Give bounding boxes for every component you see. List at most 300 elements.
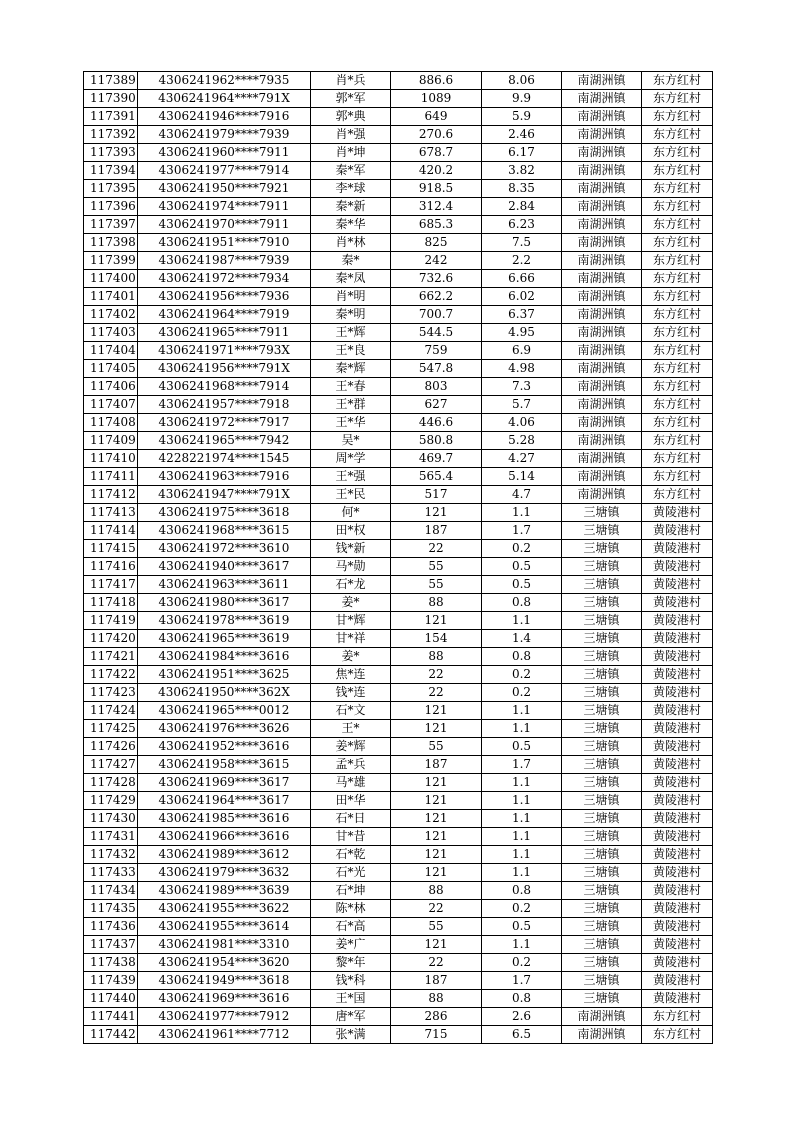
record-id-cell: 117400 <box>84 270 138 288</box>
village-cell: 东方红村 <box>642 252 713 270</box>
name-cell: 石*坤 <box>311 882 391 900</box>
town-cell: 南湖洲镇 <box>562 360 642 378</box>
name-cell: 马*勋 <box>311 558 391 576</box>
id-number-cell: 4306241951****7910 <box>138 234 311 252</box>
amount-cell: 55 <box>391 918 482 936</box>
amount-cell: 918.5 <box>391 180 482 198</box>
amount-cell: 547.8 <box>391 360 482 378</box>
record-id-cell: 117404 <box>84 342 138 360</box>
village-cell: 东方红村 <box>642 90 713 108</box>
name-cell: 王*华 <box>311 414 391 432</box>
village-cell: 东方红村 <box>642 234 713 252</box>
amount-cell: 886.6 <box>391 72 482 90</box>
id-number-cell: 4306241968****7914 <box>138 378 311 396</box>
record-id-cell: 117416 <box>84 558 138 576</box>
name-cell: 石*日 <box>311 810 391 828</box>
record-id-cell: 117436 <box>84 918 138 936</box>
id-number-cell: 4306241972****3610 <box>138 540 311 558</box>
village-cell: 黄陵港村 <box>642 828 713 846</box>
record-id-cell: 117433 <box>84 864 138 882</box>
amount-cell: 825 <box>391 234 482 252</box>
record-id-cell: 117403 <box>84 324 138 342</box>
record-id-cell: 117402 <box>84 306 138 324</box>
table-row <box>84 324 713 342</box>
record-id-cell: 117440 <box>84 990 138 1008</box>
village-cell: 黄陵港村 <box>642 522 713 540</box>
id-number-cell: 4306241965****7911 <box>138 324 311 342</box>
name-cell: 周*学 <box>311 450 391 468</box>
amount-cell: 22 <box>391 540 482 558</box>
name-cell: 秦* <box>311 252 391 270</box>
amount-cell: 286 <box>391 1008 482 1026</box>
table-row <box>84 90 713 108</box>
area-cell: 4.06 <box>482 414 562 432</box>
record-id-cell: 117397 <box>84 216 138 234</box>
table-row <box>84 270 713 288</box>
name-cell: 秦*新 <box>311 198 391 216</box>
table-row <box>84 468 713 486</box>
town-cell: 三塘镇 <box>562 648 642 666</box>
name-cell: 石*龙 <box>311 576 391 594</box>
record-id-cell: 117417 <box>84 576 138 594</box>
id-number-cell: 4306241965****0012 <box>138 702 311 720</box>
table-row <box>84 756 713 774</box>
name-cell: 王* <box>311 720 391 738</box>
village-cell: 黄陵港村 <box>642 684 713 702</box>
name-cell: 姜*广 <box>311 936 391 954</box>
name-cell: 王*国 <box>311 990 391 1008</box>
table-row <box>84 990 713 1008</box>
name-cell: 肖*坤 <box>311 144 391 162</box>
name-cell: 马*雄 <box>311 774 391 792</box>
name-cell: 石*光 <box>311 864 391 882</box>
table-row <box>84 486 713 504</box>
record-id-cell: 117412 <box>84 486 138 504</box>
amount-cell: 627 <box>391 396 482 414</box>
id-number-cell: 4306241957****7918 <box>138 396 311 414</box>
town-cell: 南湖洲镇 <box>562 126 642 144</box>
table-row <box>84 540 713 558</box>
town-cell: 南湖洲镇 <box>562 198 642 216</box>
village-cell: 黄陵港村 <box>642 756 713 774</box>
area-cell: 0.2 <box>482 954 562 972</box>
record-id-cell: 117425 <box>84 720 138 738</box>
amount-cell: 580.8 <box>391 432 482 450</box>
table-row <box>84 108 713 126</box>
id-number-cell: 4306241989****3639 <box>138 882 311 900</box>
town-cell: 南湖洲镇 <box>562 450 642 468</box>
town-cell: 三塘镇 <box>562 810 642 828</box>
table-row <box>84 1008 713 1026</box>
town-cell: 三塘镇 <box>562 522 642 540</box>
village-cell: 黄陵港村 <box>642 630 713 648</box>
record-id-cell: 117391 <box>84 108 138 126</box>
record-id-cell: 117438 <box>84 954 138 972</box>
area-cell: 6.9 <box>482 342 562 360</box>
town-cell: 三塘镇 <box>562 558 642 576</box>
table-row <box>84 252 713 270</box>
amount-cell: 88 <box>391 594 482 612</box>
record-id-cell: 117432 <box>84 846 138 864</box>
record-id-cell: 117423 <box>84 684 138 702</box>
table-row <box>84 594 713 612</box>
id-number-cell: 4306241968****3615 <box>138 522 311 540</box>
table-row <box>84 216 713 234</box>
id-number-cell: 4306241984****3616 <box>138 648 311 666</box>
amount-cell: 700.7 <box>391 306 482 324</box>
village-cell: 黄陵港村 <box>642 954 713 972</box>
id-number-cell: 4306241950****362X <box>138 684 311 702</box>
area-cell: 4.27 <box>482 450 562 468</box>
area-cell: 1.1 <box>482 828 562 846</box>
town-cell: 三塘镇 <box>562 594 642 612</box>
record-id-cell: 117428 <box>84 774 138 792</box>
village-cell: 黄陵港村 <box>642 864 713 882</box>
area-cell: 0.2 <box>482 666 562 684</box>
table-row <box>84 558 713 576</box>
record-id-cell: 117437 <box>84 936 138 954</box>
record-id-cell: 117442 <box>84 1026 138 1044</box>
id-number-cell: 4306241985****3616 <box>138 810 311 828</box>
amount-cell: 242 <box>391 252 482 270</box>
amount-cell: 121 <box>391 774 482 792</box>
town-cell: 南湖洲镇 <box>562 90 642 108</box>
town-cell: 三塘镇 <box>562 864 642 882</box>
name-cell: 姜* <box>311 648 391 666</box>
id-number-cell: 4306241964****3617 <box>138 792 311 810</box>
amount-cell: 270.6 <box>391 126 482 144</box>
record-id-cell: 117392 <box>84 126 138 144</box>
area-cell: 1.1 <box>482 936 562 954</box>
record-id-cell: 117390 <box>84 90 138 108</box>
name-cell: 石*文 <box>311 702 391 720</box>
id-number-cell: 4306241976****3626 <box>138 720 311 738</box>
area-cell: 5.14 <box>482 468 562 486</box>
village-cell: 东方红村 <box>642 342 713 360</box>
town-cell: 南湖洲镇 <box>562 234 642 252</box>
record-id-cell: 117409 <box>84 432 138 450</box>
name-cell: 唐*军 <box>311 1008 391 1026</box>
area-cell: 8.35 <box>482 180 562 198</box>
village-cell: 东方红村 <box>642 396 713 414</box>
amount-cell: 55 <box>391 558 482 576</box>
table-row <box>84 738 713 756</box>
id-number-cell: 4306241972****7917 <box>138 414 311 432</box>
village-cell: 黄陵港村 <box>642 936 713 954</box>
record-id-cell: 117430 <box>84 810 138 828</box>
id-number-cell: 4306241969****3617 <box>138 774 311 792</box>
name-cell: 吴* <box>311 432 391 450</box>
amount-cell: 121 <box>391 846 482 864</box>
town-cell: 三塘镇 <box>562 738 642 756</box>
record-id-cell: 117407 <box>84 396 138 414</box>
town-cell: 南湖洲镇 <box>562 414 642 432</box>
area-cell: 1.1 <box>482 846 562 864</box>
village-cell: 黄陵港村 <box>642 648 713 666</box>
town-cell: 南湖洲镇 <box>562 288 642 306</box>
record-id-cell: 117413 <box>84 504 138 522</box>
village-cell: 东方红村 <box>642 486 713 504</box>
village-cell: 黄陵港村 <box>642 918 713 936</box>
amount-cell: 732.6 <box>391 270 482 288</box>
id-number-cell: 4306241950****7921 <box>138 180 311 198</box>
area-cell: 1.1 <box>482 864 562 882</box>
id-number-cell: 4306241964****7919 <box>138 306 311 324</box>
record-id-cell: 117421 <box>84 648 138 666</box>
amount-cell: 121 <box>391 828 482 846</box>
name-cell: 秦*凤 <box>311 270 391 288</box>
town-cell: 三塘镇 <box>562 702 642 720</box>
id-number-cell: 4306241962****7935 <box>138 72 311 90</box>
village-cell: 黄陵港村 <box>642 540 713 558</box>
id-number-cell: 4306241970****7911 <box>138 216 311 234</box>
village-cell: 东方红村 <box>642 198 713 216</box>
name-cell: 钱*连 <box>311 684 391 702</box>
amount-cell: 121 <box>391 936 482 954</box>
village-cell: 黄陵港村 <box>642 558 713 576</box>
amount-cell: 22 <box>391 666 482 684</box>
table-row <box>84 396 713 414</box>
name-cell: 何* <box>311 504 391 522</box>
amount-cell: 715 <box>391 1026 482 1044</box>
village-cell: 东方红村 <box>642 378 713 396</box>
id-number-cell: 4306241969****3616 <box>138 990 311 1008</box>
village-cell: 黄陵港村 <box>642 612 713 630</box>
area-cell: 5.28 <box>482 432 562 450</box>
name-cell: 肖*强 <box>311 126 391 144</box>
town-cell: 南湖洲镇 <box>562 378 642 396</box>
village-cell: 东方红村 <box>642 144 713 162</box>
name-cell: 姜*辉 <box>311 738 391 756</box>
town-cell: 南湖洲镇 <box>562 72 642 90</box>
table-row <box>84 504 713 522</box>
record-id-cell: 117427 <box>84 756 138 774</box>
amount-cell: 420.2 <box>391 162 482 180</box>
table-row <box>84 684 713 702</box>
name-cell: 秦*辉 <box>311 360 391 378</box>
record-id-cell: 117411 <box>84 468 138 486</box>
town-cell: 南湖洲镇 <box>562 468 642 486</box>
table-row <box>84 828 713 846</box>
area-cell: 4.95 <box>482 324 562 342</box>
name-cell: 郭*军 <box>311 90 391 108</box>
name-cell: 焦*连 <box>311 666 391 684</box>
id-number-cell: 4306241972****7934 <box>138 270 311 288</box>
table-row <box>84 810 713 828</box>
table-row <box>84 918 713 936</box>
village-cell: 黄陵港村 <box>642 594 713 612</box>
table-row <box>84 774 713 792</box>
id-number-cell: 4306241964****791X <box>138 90 311 108</box>
table-row <box>84 900 713 918</box>
name-cell: 甘*昔 <box>311 828 391 846</box>
table-row <box>84 360 713 378</box>
amount-cell: 187 <box>391 972 482 990</box>
table-row <box>84 936 713 954</box>
town-cell: 三塘镇 <box>562 612 642 630</box>
village-cell: 东方红村 <box>642 306 713 324</box>
village-cell: 黄陵港村 <box>642 666 713 684</box>
amount-cell: 565.4 <box>391 468 482 486</box>
record-id-cell: 117415 <box>84 540 138 558</box>
record-id-cell: 117395 <box>84 180 138 198</box>
area-cell: 6.17 <box>482 144 562 162</box>
table-row <box>84 630 713 648</box>
amount-cell: 121 <box>391 720 482 738</box>
town-cell: 三塘镇 <box>562 882 642 900</box>
amount-cell: 759 <box>391 342 482 360</box>
village-cell: 黄陵港村 <box>642 810 713 828</box>
id-number-cell: 4306241963****3611 <box>138 576 311 594</box>
area-cell: 1.1 <box>482 792 562 810</box>
table-row <box>84 954 713 972</box>
village-cell: 黄陵港村 <box>642 738 713 756</box>
town-cell: 南湖洲镇 <box>562 216 642 234</box>
town-cell: 南湖洲镇 <box>562 306 642 324</box>
name-cell: 王*群 <box>311 396 391 414</box>
name-cell: 张*满 <box>311 1026 391 1044</box>
village-cell: 东方红村 <box>642 468 713 486</box>
table-row <box>84 846 713 864</box>
table-row <box>84 180 713 198</box>
table-row <box>84 864 713 882</box>
record-id-cell: 117394 <box>84 162 138 180</box>
id-number-cell: 4306241951****3625 <box>138 666 311 684</box>
village-cell: 东方红村 <box>642 1008 713 1026</box>
town-cell: 南湖洲镇 <box>562 396 642 414</box>
village-cell: 黄陵港村 <box>642 774 713 792</box>
record-id-cell: 117420 <box>84 630 138 648</box>
town-cell: 三塘镇 <box>562 828 642 846</box>
id-number-cell: 4306241956****791X <box>138 360 311 378</box>
table-row <box>84 648 713 666</box>
id-number-cell: 4306241956****7936 <box>138 288 311 306</box>
town-cell: 南湖洲镇 <box>562 252 642 270</box>
area-cell: 1.1 <box>482 504 562 522</box>
area-cell: 3.82 <box>482 162 562 180</box>
area-cell: 1.7 <box>482 756 562 774</box>
table-row <box>84 144 713 162</box>
name-cell: 王*民 <box>311 486 391 504</box>
id-number-cell: 4306241980****3617 <box>138 594 311 612</box>
town-cell: 三塘镇 <box>562 846 642 864</box>
town-cell: 三塘镇 <box>562 666 642 684</box>
town-cell: 南湖洲镇 <box>562 324 642 342</box>
record-id-cell: 117439 <box>84 972 138 990</box>
town-cell: 三塘镇 <box>562 576 642 594</box>
area-cell: 6.5 <box>482 1026 562 1044</box>
village-cell: 东方红村 <box>642 270 713 288</box>
record-id-cell: 117410 <box>84 450 138 468</box>
record-id-cell: 117401 <box>84 288 138 306</box>
area-cell: 4.7 <box>482 486 562 504</box>
amount-cell: 187 <box>391 756 482 774</box>
amount-cell: 121 <box>391 612 482 630</box>
record-id-cell: 117429 <box>84 792 138 810</box>
area-cell: 0.8 <box>482 882 562 900</box>
id-number-cell: 4306241966****3616 <box>138 828 311 846</box>
area-cell: 5.7 <box>482 396 562 414</box>
town-cell: 三塘镇 <box>562 792 642 810</box>
record-id-cell: 117408 <box>84 414 138 432</box>
id-number-cell: 4306241978****3619 <box>138 612 311 630</box>
id-number-cell: 4306241975****3618 <box>138 504 311 522</box>
village-cell: 黄陵港村 <box>642 792 713 810</box>
table-row <box>84 234 713 252</box>
id-number-cell: 4306241989****3612 <box>138 846 311 864</box>
amount-cell: 22 <box>391 900 482 918</box>
table-row <box>84 342 713 360</box>
amount-cell: 678.7 <box>391 144 482 162</box>
name-cell: 李*球 <box>311 180 391 198</box>
area-cell: 1.1 <box>482 810 562 828</box>
id-number-cell: 4306241977****7914 <box>138 162 311 180</box>
record-id-cell: 117414 <box>84 522 138 540</box>
area-cell: 5.9 <box>482 108 562 126</box>
id-number-cell: 4306241955****3614 <box>138 918 311 936</box>
name-cell: 孟*兵 <box>311 756 391 774</box>
town-cell: 南湖洲镇 <box>562 270 642 288</box>
town-cell: 三塘镇 <box>562 990 642 1008</box>
town-cell: 南湖洲镇 <box>562 1026 642 1044</box>
area-cell: 1.7 <box>482 972 562 990</box>
village-cell: 东方红村 <box>642 288 713 306</box>
name-cell: 王*强 <box>311 468 391 486</box>
table-row <box>84 720 713 738</box>
area-cell: 1.1 <box>482 612 562 630</box>
id-number-cell: 4306241979****7939 <box>138 126 311 144</box>
id-number-cell: 4306241960****7911 <box>138 144 311 162</box>
village-cell: 东方红村 <box>642 450 713 468</box>
village-cell: 东方红村 <box>642 360 713 378</box>
amount-cell: 121 <box>391 702 482 720</box>
area-cell: 2.6 <box>482 1008 562 1026</box>
area-cell: 0.2 <box>482 684 562 702</box>
table-row <box>84 288 713 306</box>
id-number-cell: 4306241987****7939 <box>138 252 311 270</box>
record-id-cell: 117426 <box>84 738 138 756</box>
table-row <box>84 612 713 630</box>
id-number-cell: 4306241963****7916 <box>138 468 311 486</box>
record-id-cell: 117422 <box>84 666 138 684</box>
record-id-cell: 117389 <box>84 72 138 90</box>
id-number-cell: 4306241965****7942 <box>138 432 311 450</box>
id-number-cell: 4306241971****793X <box>138 342 311 360</box>
table-row <box>84 126 713 144</box>
village-cell: 黄陵港村 <box>642 990 713 1008</box>
area-cell: 0.8 <box>482 648 562 666</box>
name-cell: 王*良 <box>311 342 391 360</box>
town-cell: 南湖洲镇 <box>562 486 642 504</box>
village-cell: 东方红村 <box>642 108 713 126</box>
village-cell: 黄陵港村 <box>642 882 713 900</box>
name-cell: 石*高 <box>311 918 391 936</box>
town-cell: 三塘镇 <box>562 756 642 774</box>
table-row <box>84 1026 713 1044</box>
village-cell: 东方红村 <box>642 162 713 180</box>
id-number-cell: 4306241949****3618 <box>138 972 311 990</box>
table-row <box>84 72 713 90</box>
area-cell: 6.66 <box>482 270 562 288</box>
name-cell: 肖*兵 <box>311 72 391 90</box>
amount-cell: 685.3 <box>391 216 482 234</box>
village-cell: 黄陵港村 <box>642 720 713 738</box>
village-cell: 东方红村 <box>642 216 713 234</box>
amount-cell: 22 <box>391 954 482 972</box>
data-table <box>83 71 713 1044</box>
id-number-cell: 4306241965****3619 <box>138 630 311 648</box>
record-id-cell: 117399 <box>84 252 138 270</box>
